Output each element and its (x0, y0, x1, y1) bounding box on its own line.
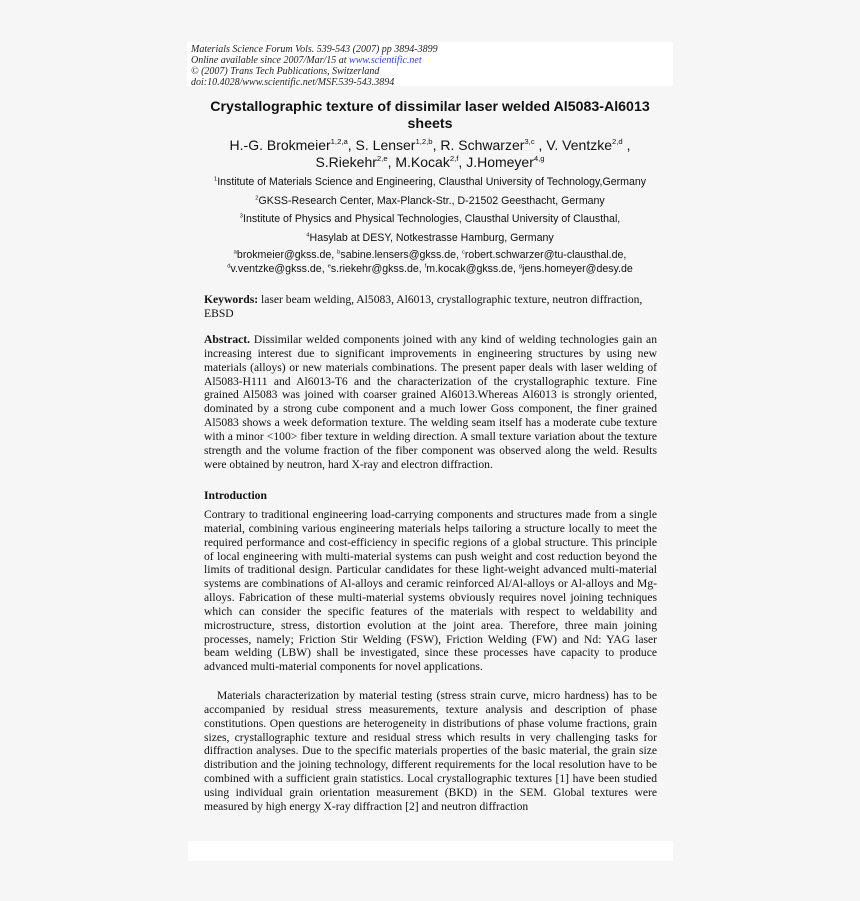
author: R. Schwarzer$^{3,c}$ (440, 137, 535, 153)
email: $^b$sabine.lensers@gkss.de, (337, 249, 462, 261)
online-availability-text: Online available since 2007/Mar/15 at (191, 55, 350, 66)
page-footer-bar (188, 841, 673, 861)
keywords-label: Keywords: (204, 293, 259, 306)
publication-info (191, 44, 438, 88)
journal-citation: Materials Science Forum Vols. 539-543 (2007) pp 3894-3899 (191, 44, 438, 55)
author: V. Ventzke$^{2,d}$ (546, 137, 623, 153)
email: $^a$brokmeier@gkss.de, (233, 249, 338, 261)
author-list: H.-G. Brokmeier$^{1,2,a}$, S. Lenser$^{1,2,b}$, R. Schwarzer$^{3,c}$ , V. Ventzke$^{2,d}$ , S.Riekehr$^{2,e}$, M.Kocak$^{2,f}$, J.Homeyer$^{4,g}$ (229, 137, 631, 170)
author: H.-G. Brokmeier$^{1,2,a}$ (229, 137, 348, 153)
introduction-heading: Introduction (204, 489, 267, 502)
affiliation-list (196, 174, 664, 249)
abstract-label: Abstract. (204, 333, 251, 346)
abstract (204, 333, 657, 471)
doi-line: doi:10.4028/www.scientific.net/MSF.539-543.3894 (191, 77, 395, 88)
introduction-paragraph: Contrary to traditional engineering load-carrying components and structures made from a single material, combining various engineering materials helps tailoring a structure locally to meet the required performance and cost-efficiency in specific regions of a global structure. This principle of local engineering with multi-material systems can push weight and cost reduction beyond the limits of traditional design. Particular candidates for these light-weight advanced multi-material systems are combinations of Al-alloys and ceramic reinforced Al/Al-alloys or Al-alloys and Mg-alloys. Fabrication of these multi-material systems obviously requires novel joining techniques which can consider the specific features of the materials with respect to weldability and microstructure, stress, distortion evolution at the joint area. Therefore, three main joining processes, namely; Friction Stir Welding (FSW), Friction Welding (FW) and Nd: YAG laser beam welding (LBW) shall be investigated, since these processes have capacity to produce advanced multi-material components for novel applications. (204, 508, 657, 674)
affiliation: $^3$Institute of Physics and Physical Technologies, Clausthal University of Clausthal, (239, 213, 621, 226)
scientific-net-link[interactable]: www.scientific.net (349, 55, 422, 66)
email-list (196, 249, 664, 276)
email: $^d$v.ventzke@gkss.de, (227, 262, 328, 275)
online-availability (191, 55, 438, 66)
introduction-paragraph: Materials characterization by material testing (stress strain curve, micro hardness) has to be accompanied by residual stress measurements, texture analysis and description of phase constitutions. Open questions are heterogeneity in distributions of phase volume fractions, grain sizes, crystallographic texture and residual stress which results in very challenging tasks for diffraction analyses. Due to the specific materials properties of the basic material, the grain size distribution and the joining technology, different requirements for the local resolution have to be combined with a sufficient grain statistics. Local crystallographic textures [1] have been studied using individual grain orientation measurement (BKD) in the SEM. Global textures were measured by high energy X-ray diffraction [2] and neutron diffraction (204, 689, 657, 813)
author: M.Kocak$^{2,f}$ (395, 153, 459, 170)
abstract-text: Dissimilar welded components joined with any kind of welding technologies gain an increasing interest due to significant improvements in engineering structures by using new materials (alloys) or new materials combinations. The present paper deals with laser welding of Al5083-H111 and Al6013-T6 and the characterization of the crystallographic texture. Fine grained Al5083 was joined with coarser grained Al6013.Whereas Al6013 is strongly oriented, dominated by a strong cube component and a much lower Goss component, the finer grained Al5083 shows a week deformation texture. The welding seam itself has a moderate cube texture with a minor <100> fiber texture in welding direction. A small texture variation about the texture strength and the volume fraction of the fiber component was observed along the weld. Results were obtained by neutron, hard X-ray and electron diffraction. (204, 333, 657, 471)
affiliation: $^1$Institute of Materials Science and Engineering, Clausthal University of Technology,Germany (213, 176, 647, 188)
paper-title: Crystallographic texture of dissimilar laser welded Al5083-Al6013 sheets (210, 99, 650, 132)
author: S. Lenser$^{1,2,b}$ (355, 137, 433, 153)
author: S.Riekehr$^{2,e}$ (315, 153, 388, 170)
publication-header (187, 42, 673, 86)
keywords (204, 293, 657, 321)
keywords-text: laser beam welding, Al5083, Al6013, crystallographic texture, neutron diffraction, EBSD (204, 293, 643, 320)
author: J.Homeyer$^{4,g}$ (466, 153, 545, 170)
email: $^f$m.kocak@gkss.de, (424, 262, 519, 275)
email: $^c$robert.schwarzer@tu-clausthal.de, (461, 249, 627, 261)
affiliation: $^2$GKSS-Research Center, Max-Planck-Str., D-21502 Geesthacht, Germany (255, 194, 605, 207)
email: $^g$jens.homeyer@desy.de (518, 262, 633, 275)
affiliation: $^4$Hasylab at DESY, Notkestrasse Hamburg, Germany (306, 232, 554, 245)
copyright-line: © (2007) Trans Tech Publications, Switzerland (191, 66, 380, 77)
email: $^e$s.riekehr@gkss.de, (327, 262, 425, 275)
